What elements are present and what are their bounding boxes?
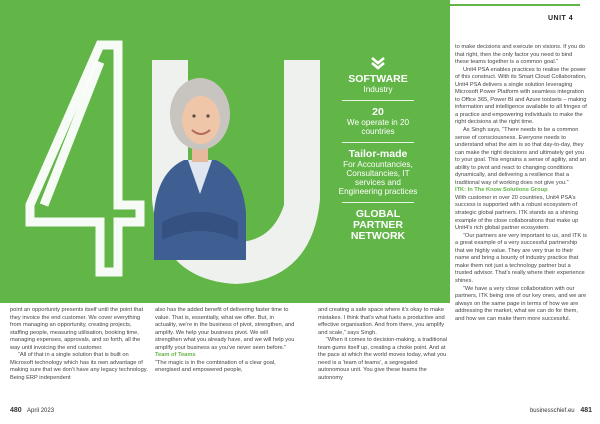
article-column-right [455, 44, 587, 323]
unit-label: UNIT 4 [548, 15, 574, 22]
stat-tailor-sub: For Accountancies, Consultancies, IT services and Engineering practices [338, 160, 418, 196]
stat-software-title: SOFTWARE [348, 73, 408, 85]
footer-left [10, 407, 54, 414]
paragraph: “Our partners are very important to us, and ITK is a great example of a very successful partnership that we highly value. They are very true to their name and bring a bounty of industry practice that make them not just a technology partner but a trusted advisor. That’s really where their experience shines. [455, 232, 587, 284]
stat-countries-sub: We operate in 20 countries [346, 118, 410, 136]
article-column-3 [318, 307, 450, 382]
person-photo [148, 62, 252, 260]
paragraph: Unit4 PSA enables practices to realise the power of this construct. With its Smart Cloud Collaboration, Unit4 PSA delivers a single solution leveraging Microsoft Power Platform with seamless integration to Office 365, Power BI and Azure toolsets – making information and intelligence available to all fringes of a practice and empowering individuals to make the right decisions at the right time. [455, 66, 587, 126]
double-chevron-down-icon [370, 56, 386, 70]
paragraph: and creating a safe space where it’s okay to make mistakes. I think that’s what fuels a productive and effective organisation. And from there, you amplify and scale,” says Singh. [318, 307, 445, 336]
paragraph: also has the added benefit of delivering faster time to value. That is, essentially, what we offer. But, in actuality, we’re in the business of pivot, strengthen, and amplify. We help your business pivot. We will strengthen what you already have, and we will help you amplify your business as you’ve never seen before.” [155, 307, 295, 351]
stat-countries-number: 20 [372, 106, 384, 118]
article-column-2 [155, 307, 295, 375]
unit-header-bar [450, 0, 600, 12]
paragraph: As Singh says, “There needs to be a common sense of consciousness. Everyone needs to understand what the aim is so that day-to-day, they can make the right decisions and ultimately get you to your goal. This engrains a sense of agility, and an ability to pivot and react to changing conditions dynamically, and delivering a resilience that a traditional way of working does not give you.” [455, 127, 586, 186]
page-number-right: 481 [580, 407, 592, 414]
subheading-itk: ITK: In The Know Solutions Group [455, 187, 548, 194]
divider [342, 202, 414, 203]
paragraph: point an opportunity presents itself until the point that they invoice the end customer. We cover everything from managing an opportunity, creating projects, staffing people, measuring utilisation, booking time, managing expenses, approvals, and so forth, all the way until invoicing the end customer. [10, 307, 144, 351]
paragraph: “All of that in a single solution that is built on Microsoft technology which has its own advantage of making sure that we don’t have any legacy technology. Being ERP independent [10, 352, 148, 381]
paragraph: “The magic is in the combination of a clear goal, energised and empowered people, [155, 359, 276, 374]
article-column-1 [10, 307, 150, 382]
site-url: businesschief.eu [529, 408, 575, 414]
paragraph: With customer in over 20 countries, Unit4 PSA’s success is supported with a robust ecosystem of strategic global partners. ITK stands as a shining example of the close collaborations that make up Unit4’s rich global partner ecosystem. [455, 194, 579, 232]
stat-tailor-title: Tailor-made [348, 148, 408, 160]
stat-partner-title: GLOBAL PARTNER NETWORK [350, 208, 406, 242]
header-rule [450, 4, 580, 6]
stat-software-sub: Industry [363, 85, 393, 94]
paragraph: “We have a very close collaboration with our partners, ITK being one of our key ones, and we are always on the same page in terms of how we are addressing the market, what we can do for them, and how we can make them more successful. [455, 285, 587, 322]
footer-right [530, 407, 592, 414]
paragraph: to make decisions and execute on visions. If you do that right, then the only factor you need to bind these teams together is a common goal.” [455, 44, 585, 66]
divider [342, 100, 414, 101]
divider [342, 142, 414, 143]
issue-date: April 2023 [27, 408, 55, 414]
paragraph: “When it comes to decision-making, a traditional team gums itself up, creating a choke point. And at the pace at which the world moves today, what you need is a ‘team of teams’, a segregated autonomous unit. You give these teams the autonomy [318, 337, 448, 381]
stats-column [336, 56, 420, 242]
page-number-left: 480 [10, 407, 22, 414]
subheading-team-of-teams: Team of Teams [155, 352, 196, 359]
